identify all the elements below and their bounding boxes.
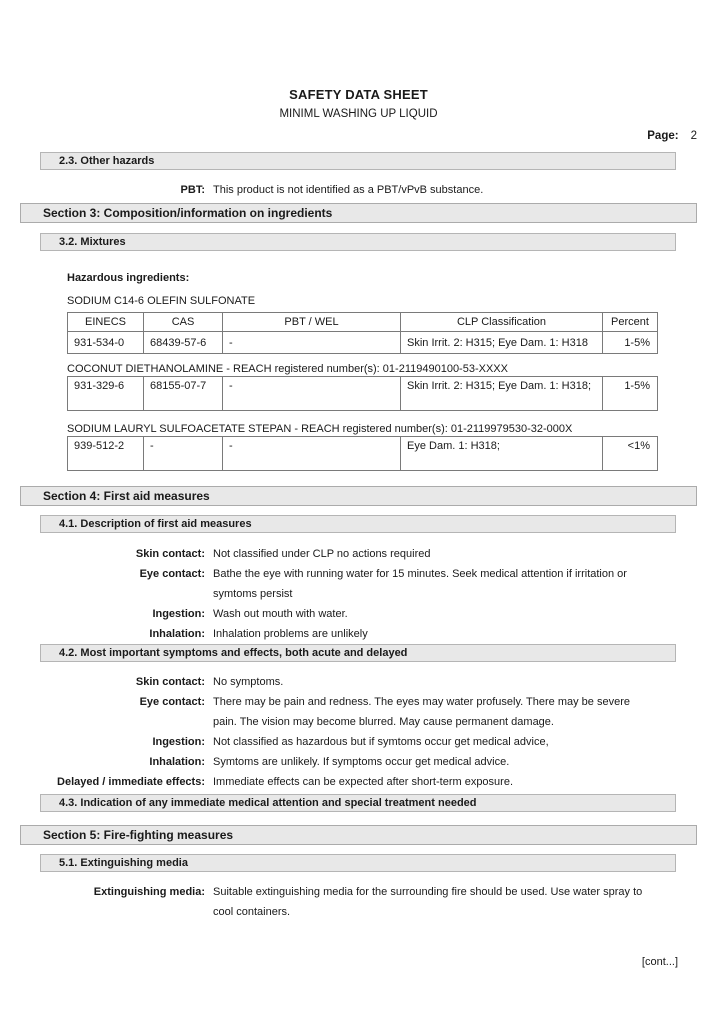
col-header-cas: CAS (144, 313, 223, 332)
field-row (20, 604, 697, 624)
field-value: Bathe the eye with running water for 15 minutes. Seek medical attention if irritation or symtoms persist (213, 568, 627, 600)
col-header-percent: Percent (603, 313, 658, 332)
ingredient-name-3: SODIUM LAURYL SULFOACETATE STEPAN - REACH registered number(s): 01-2119979530-32-000X (67, 423, 573, 435)
field-row (20, 624, 697, 644)
subsection-header-3-2: 3.2. Mixtures (40, 233, 676, 251)
field-row (20, 564, 697, 604)
subsection-header-4-2: 4.2. Most important symptoms and effects, both acute and delayed (40, 644, 676, 662)
pbt-wel-value: - (223, 437, 401, 471)
field-label: Eye contact: (139, 696, 205, 708)
field-value: Not classified as hazardous but if symtoms occur get medical advice, (213, 736, 549, 748)
doc-subtitle: MINIML WASHING UP LIQUID (279, 108, 438, 120)
section-header-5: Section 5: Fire-fighting measures (20, 825, 697, 845)
clp-value: Eye Dam. 1: H318; (401, 437, 603, 471)
field-label: Inhalation: (149, 756, 205, 768)
table-header-row (68, 313, 658, 332)
table-row (68, 437, 658, 471)
field-value: Wash out mouth with water. (213, 608, 348, 620)
ingredient-table-1 (67, 312, 658, 354)
field-row (20, 544, 697, 564)
percent-value: <1% (603, 437, 658, 471)
field-value: Immediate effects can be expected after short-term exposure. (213, 776, 514, 788)
field-label: Delayed / immediate effects: (57, 776, 205, 788)
section-header-4: Section 4: First aid measures (20, 486, 697, 506)
pbt-wel-value: - (223, 377, 401, 411)
field-row (20, 732, 697, 752)
cas-value: 68439-57-6 (144, 332, 223, 354)
field-row (20, 692, 697, 732)
cas-value: 68155-07-7 (144, 377, 223, 411)
col-header-clp: CLP Classification (401, 313, 603, 332)
field-value: No symptoms. (213, 676, 284, 688)
einecs-value: 931-329-6 (68, 377, 144, 411)
page-number: 2 (690, 130, 697, 142)
pbt-row (20, 180, 697, 200)
subsection-header-2-3: 2.3. Other hazards (40, 152, 676, 170)
ingredient-table-2 (67, 376, 658, 411)
field-value: There may be pain and redness. The eyes may water profusely. There may be severe pain. The vision may become blurred. May cause permanent damage. (213, 696, 630, 728)
field-label: Ingestion: (152, 736, 205, 748)
pbt-value: This product is not identified as a PBT/vPvB substance. (213, 184, 484, 196)
first-aid-measures-block (20, 544, 697, 644)
clp-value: Skin Irrit. 2: H315; Eye Dam. 1: H318; (401, 377, 603, 411)
field-value: Inhalation problems are unlikely (213, 628, 368, 640)
field-row (20, 772, 697, 792)
percent-value: 1-5% (603, 377, 658, 411)
field-row (20, 752, 697, 772)
section-header-3: Section 3: Composition/information on ingredients (20, 203, 697, 223)
field-value: Suitable extinguishing media for the surrounding fire should be used. Use water spray to cool containers. (213, 886, 643, 918)
col-header-einecs: EINECS (68, 313, 144, 332)
clp-value: Skin Irrit. 2: H315; Eye Dam. 1: H318 (401, 332, 603, 354)
field-value: Symtoms are unlikely. If symptoms occur get medical advice. (213, 756, 510, 768)
subsection-header-4-1: 4.1. Description of first aid measures (40, 515, 676, 533)
hazardous-ingredients-heading: Hazardous ingredients: (67, 272, 190, 284)
ingredient-table-3 (67, 436, 658, 471)
field-value: Not classified under CLP no actions required (213, 548, 431, 560)
page-indicator (20, 130, 697, 143)
cas-value: - (144, 437, 223, 471)
continuation-marker: [cont...] (641, 956, 678, 968)
symptoms-effects-block (20, 672, 697, 792)
doc-title: SAFETY DATA SHEET (289, 87, 428, 102)
subsection-header-4-3: 4.3. Indication of any immediate medical attention and special treatment needed (40, 794, 676, 812)
field-label: Skin contact: (135, 548, 205, 560)
field-label: Eye contact: (139, 568, 205, 580)
field-row (20, 672, 697, 692)
pbt-wel-value: - (223, 332, 401, 354)
einecs-value: 931-534-0 (68, 332, 144, 354)
pbt-label: PBT: (180, 184, 205, 196)
field-label: Skin contact: (135, 676, 205, 688)
subsection-header-5-1: 5.1. Extinguishing media (40, 854, 676, 872)
col-header-pbt-wel: PBT / WEL (223, 313, 401, 332)
table-row (68, 332, 658, 354)
field-label: Extinguishing media: (93, 886, 205, 898)
einecs-value: 939-512-2 (68, 437, 144, 471)
table-row (68, 377, 658, 411)
field-row (20, 882, 697, 922)
page-label: Page: (647, 130, 679, 142)
field-label: Inhalation: (149, 628, 205, 640)
ingredient-name-1: SODIUM C14-6 OLEFIN SULFONATE (67, 295, 256, 307)
extinguishing-media-block (20, 882, 697, 922)
field-label: Ingestion: (152, 608, 205, 620)
percent-value: 1-5% (603, 332, 658, 354)
ingredient-name-2: COCONUT DIETHANOLAMINE - REACH registered number(s): 01-2119490100-53-XXXX (67, 363, 508, 375)
